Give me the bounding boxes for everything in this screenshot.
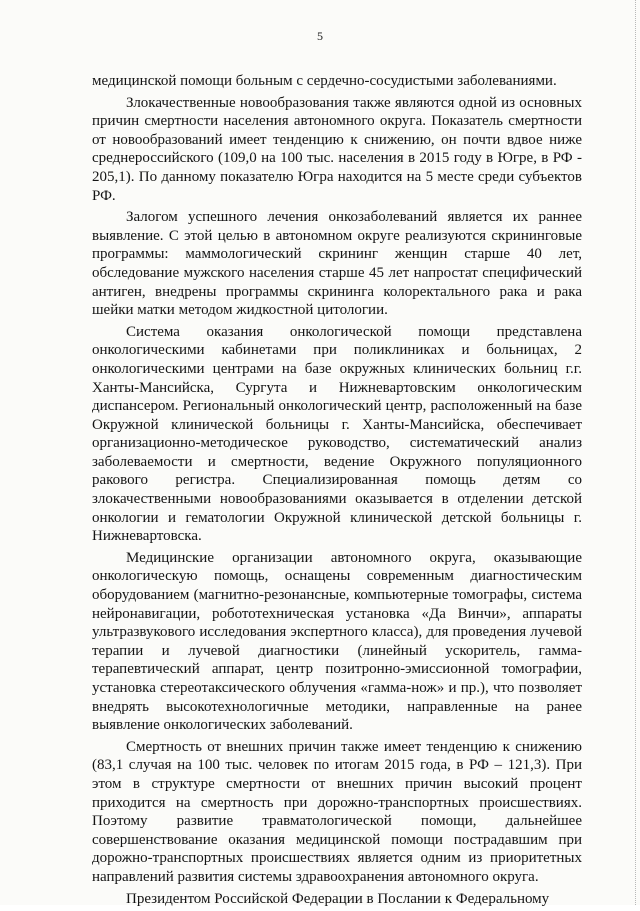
scan-edge-mark [633, 0, 636, 905]
paragraph-1: медицинской помощи больным с сердечно-сосудистыми заболеваниями. [92, 73, 557, 89]
paragraph-6: Смертность от внешних причин также имеет тенденцию к снижению (83,1 случая на 100 тыс. человек по итогам 2015 года, в РФ – 121,3). При этом в структуре смертности от внешних причин высокий процент приходится на смертность при дорожно-транспортных происшествиях. Поэтому развитие травматологической помощи, дальнейшее совершенствование оказания медицинской помощи пострадавшим при дорожно-транспортных происшествиях является одним из приоритетных направлений развития системы здравоохранения автономного округа. [92, 738, 582, 885]
document-body [92, 72, 582, 911]
page-number: 5 [317, 29, 323, 43]
paragraph-2: Злокачественные новообразования также являются одной из основных причин смертности населения автономного округа. Показатель смертности от новообразований имеет тенденцию к снижению, он почти вдвое ниже среднероссийского (109,0 на 100 тыс. населения в 2015 году в Югре, в РФ - 205,1). По данному показателю Югра находится на 5 месте среди субъектов РФ. [92, 94, 582, 204]
paragraph-3: Залогом успешного лечения онкозаболеваний является их раннее выявление. С этой целью в автономном округе реализуются скрининговые программы: маммологический скрининг женщин старше 40 лет, обследование мужского населения старше 45 лет напростат специфический антиген, внедрены программы скрининга колоректального рака и рака шейки матки методом жидкостной цитологии. [92, 209, 582, 319]
paragraph-7: Президентом Российской Федерации в Послании к Федеральному [126, 890, 550, 907]
paragraph-4: Система оказания онкологической помощи представлена онкологическими кабинетами при поликлиниках и больницах, 2 онкологическими центрами на базе окружных клинических больниц г.г. Ханты-Мансийска, Сургута и Нижневартовским онкологическим диспансером. Региональный онкологический центр, расположенный на базе Окружной клинической больницы г. Ханты-Мансийска, обеспечивает организационно-методическое руководство, систематический анализ заболеваемости и смертности, ведение Окружного популяционного ракового регистра. Специализированная помощь детям со злокачественными новообразованиями оказывается в отделении детской онкологии и гематологии Окружной клинической детской больницы г. Нижневартовска. [92, 323, 582, 545]
paragraph-5: Медицинские организации автономного округа, оказывающие онкологическую помощь, оснащены современным диагностическим оборудованием (магнитно-резонансные, компьютерные томографы, система нейронавигации, робототехническая установка «Да Винчи», аппараты ультразвукового исследования экспертного класса), для проведения лучевой терапии и лучевой диагностики (линейный ускоритель, гамма-терапевтический аппарат, центр позитронно-эмиссионной томографии, установка стереотаксического облучения «гамма-нож» и пр.), что позволяет внедрять высокотехнологичные методики, направленные на ранее выявление онкологических заболеваний. [92, 549, 582, 734]
